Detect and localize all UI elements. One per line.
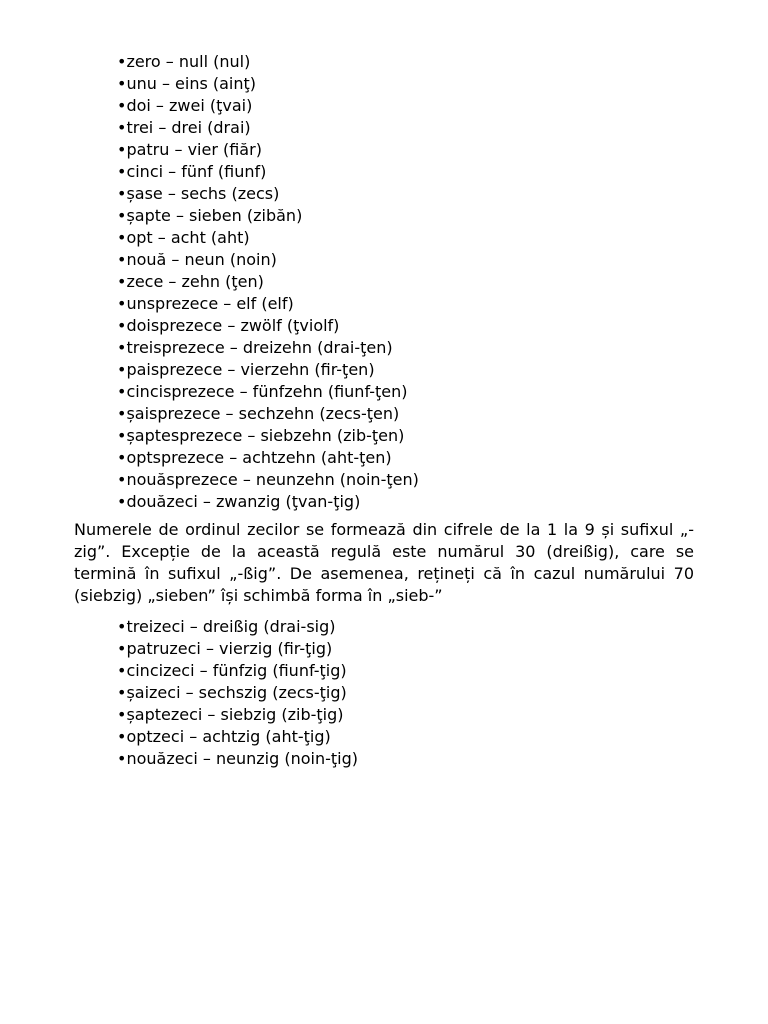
list-item [117,491,419,513]
list-item [117,293,419,315]
list-item-text: doisprezece – zwölf (ţviolf) [126,316,340,335]
list-item [117,271,419,293]
list-item [117,95,419,117]
bullet-icon: • [117,360,127,379]
list-item [117,638,358,660]
bullet-icon: • [117,617,127,636]
list-item-text: nouăsprezece – neunzehn (noin-ţen) [126,470,419,489]
list-item [117,660,358,682]
list-item-text: șaisprezece – sechzehn (zecs-ţen) [126,404,400,423]
list-item [117,117,419,139]
list-item [117,447,419,469]
list-item-text: șaizeci – sechszig (zecs-ţig) [126,683,347,702]
bullet-icon: • [117,683,127,702]
list-item [117,704,358,726]
bullet-icon: • [117,250,127,269]
list-item-text: nouă – neun (noin) [126,250,277,269]
list-item-text: optsprezece – achtzehn (aht-ţen) [126,448,392,467]
list-item-text: șase – sechs (zecs) [126,184,280,203]
list-item-text: unu – eins (ainţ) [126,74,257,93]
bullet-icon: • [117,426,127,445]
bullet-icon: • [117,294,127,313]
list-item [117,359,419,381]
list-item [117,315,419,337]
list-item [117,139,419,161]
list-item [117,381,419,403]
list-item [117,161,419,183]
bullet-icon: • [117,316,127,335]
bullet-icon: • [117,404,127,423]
list-item-text: paisprezece – vierzehn (fir-ţen) [126,360,375,379]
list-item [117,227,419,249]
bullet-icon: • [117,661,127,680]
bullet-icon: • [117,96,127,115]
list-item [117,249,419,271]
list-item-text: opt – acht (aht) [126,228,250,247]
list-item-text: doi – zwei (ţvai) [126,96,253,115]
list-item [117,748,358,770]
list-item [117,469,419,491]
list-item-text: unsprezece – elf (elf) [126,294,294,313]
list-item-text: patruzeci – vierzig (fir-ţig) [126,639,333,658]
bullet-icon: • [117,338,127,357]
bullet-icon: • [117,492,127,511]
bullet-icon: • [117,140,127,159]
list-item [117,337,419,359]
bullet-icon: • [117,705,127,724]
list-item [117,51,419,73]
bullet-icon: • [117,448,127,467]
bullet-icon: • [117,118,127,137]
list-item-text: nouăzeci – neunzig (noin-ţig) [126,749,358,768]
list-item [117,183,419,205]
bullet-icon: • [117,184,127,203]
bullet-icon: • [117,727,127,746]
numbers-units-list [117,51,419,513]
list-item-text: treizeci – dreißig (drai-sig) [126,617,336,636]
list-item-text: trei – drei (drai) [126,118,251,137]
list-item-text: optzeci – achtzig (aht-ţig) [126,727,331,746]
list-item-text: cinci – fünf (fiunf) [126,162,267,181]
list-item-text: zece – zehn (ţen) [126,272,264,291]
list-item-text: șaptezeci – siebzig (zib-ţig) [126,705,344,724]
bullet-icon: • [117,162,127,181]
bullet-icon: • [117,272,127,291]
list-item [117,205,419,227]
list-item-text: douăzeci – zwanzig (ţvan-ţig) [126,492,361,511]
list-item [117,425,419,447]
list-item-text: cincisprezece – fünfzehn (fiunf-ţen) [126,382,408,401]
list-item-text: șapte – sieben (zibăn) [126,206,303,225]
bullet-icon: • [117,749,127,768]
list-item [117,726,358,748]
list-item-text: zero – null (nul) [126,52,251,71]
list-item [117,403,419,425]
list-item [117,682,358,704]
bullet-icon: • [117,382,127,401]
bullet-icon: • [117,206,127,225]
bullet-icon: • [117,52,127,71]
list-item [117,616,358,638]
list-item [117,73,419,95]
body-paragraph: Numerele de ordinul zecilor se formează din cifrele de la 1 la 9 și sufixul „-zig”. Excepție de la această regulă este numărul 30 (dreißig), care se termină în sufixul „-ßig”. De asemenea, rețineți că în cazul numărului 70 (siebzig) „sieben” își schimbă forma în „sieb-” [74,520,694,605]
list-item-text: patru – vier (fiăr) [126,140,262,159]
bullet-icon: • [117,74,127,93]
list-item-text: treisprezece – dreizehn (drai-ţen) [126,338,393,357]
bullet-icon: • [117,639,127,658]
list-item-text: cincizeci – fünfzig (fiunf-ţig) [126,661,347,680]
numbers-tens-list [117,616,358,770]
bullet-icon: • [117,228,127,247]
bullet-icon: • [117,470,127,489]
list-item-text: șaptesprezece – siebzehn (zib-ţen) [126,426,405,445]
